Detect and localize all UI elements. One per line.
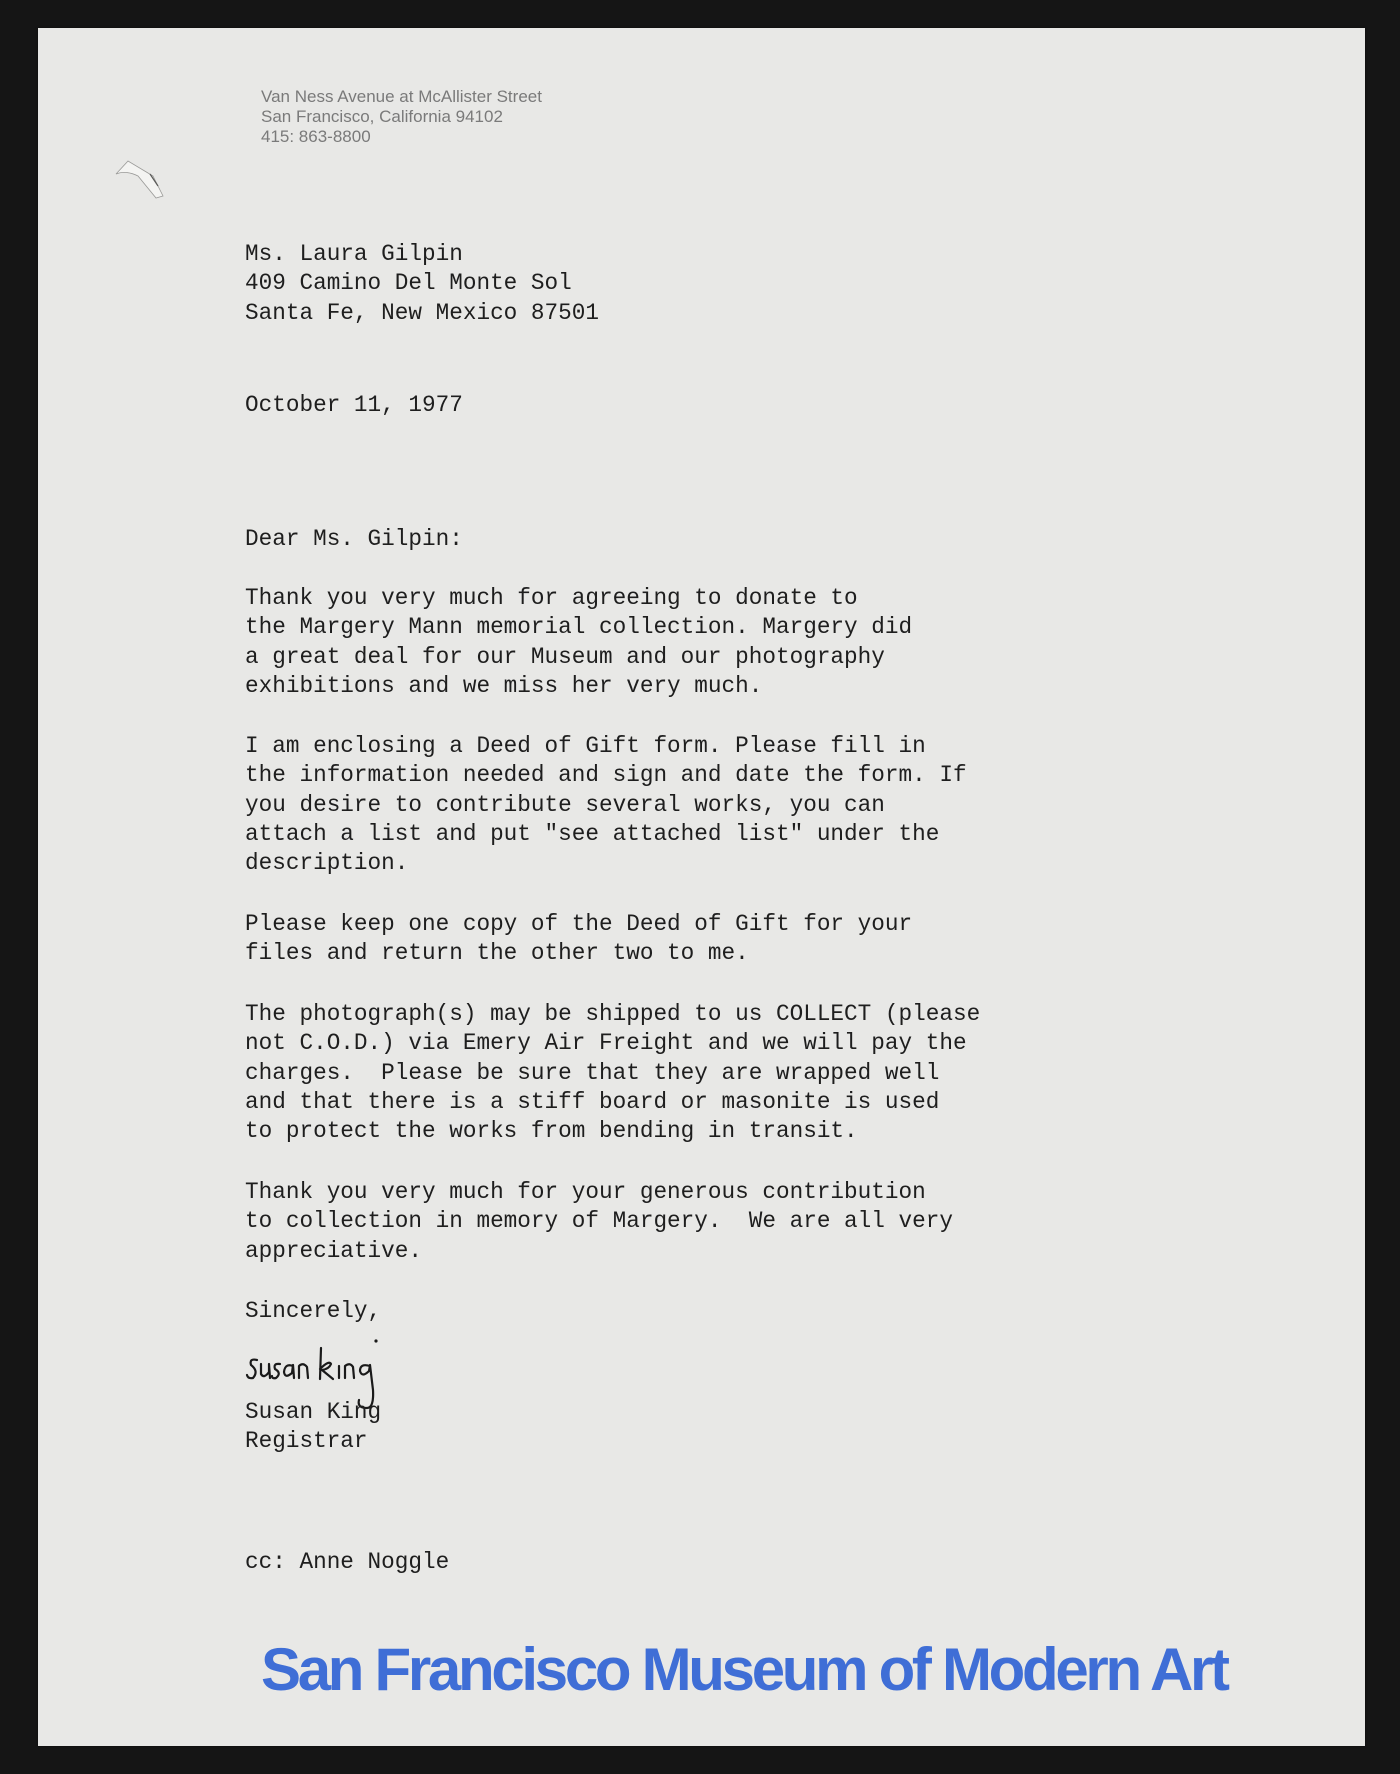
letter-page [38, 28, 1365, 1746]
letterhead-city: San Francisco, California 94102 [261, 107, 503, 126]
recipient-street: 409 Camino Del Monte Sol [245, 270, 572, 297]
paragraph-1: Thank you very much for agreeing to donate to the Margery Mann memorial collection. Margery did a great deal for our Museum and our photography exhibitions and we miss her very much. [245, 585, 913, 699]
recipient-city: Santa Fe, New Mexico 87501 [245, 299, 599, 326]
cc-line: cc: Anne Noggle [245, 1549, 450, 1575]
paragraph-4: The photograph(s) may be shipped to us COLLECT (please not C.O.D.) via Emery Air Freight and we will pay the charges. Please be sure that they are wrapped well and that there is a stiff board or masonite is used to protect the works from bending in transit. [245, 1001, 981, 1145]
paper-tear-mark [108, 156, 168, 216]
signer-title: Registrar [245, 1428, 368, 1455]
letterhead-address [261, 87, 542, 147]
museum-name-logo: San Francisco Museum of Modern Art [261, 1636, 1227, 1703]
closing: Sincerely, [245, 1298, 382, 1324]
signer-block [245, 1398, 381, 1457]
letterhead-street: Van Ness Avenue at McAllister Street [261, 87, 542, 106]
recipient-address [245, 240, 599, 328]
paragraph-5: Thank you very much for your generous contribution to collection in memory of Margery. We are all very appreciative. [245, 1179, 953, 1264]
recipient-name: Ms. Laura Gilpin [245, 241, 463, 267]
signer-name: Susan King [245, 1399, 382, 1425]
salutation: Dear Ms. Gilpin: [245, 526, 463, 552]
paragraph-2: I am enclosing a Deed of Gift form. Please fill in the information needed and sign and date the form. If you desire to contribute several works, you can attach a list and put "see attached list" under the description. [245, 733, 967, 877]
paragraph-3: Please keep one copy of the Deed of Gift for your files and return the other two to me. [245, 911, 913, 967]
letterhead-phone: 415: 863-8800 [261, 127, 371, 146]
letter-date: October 11, 1977 [245, 392, 463, 418]
